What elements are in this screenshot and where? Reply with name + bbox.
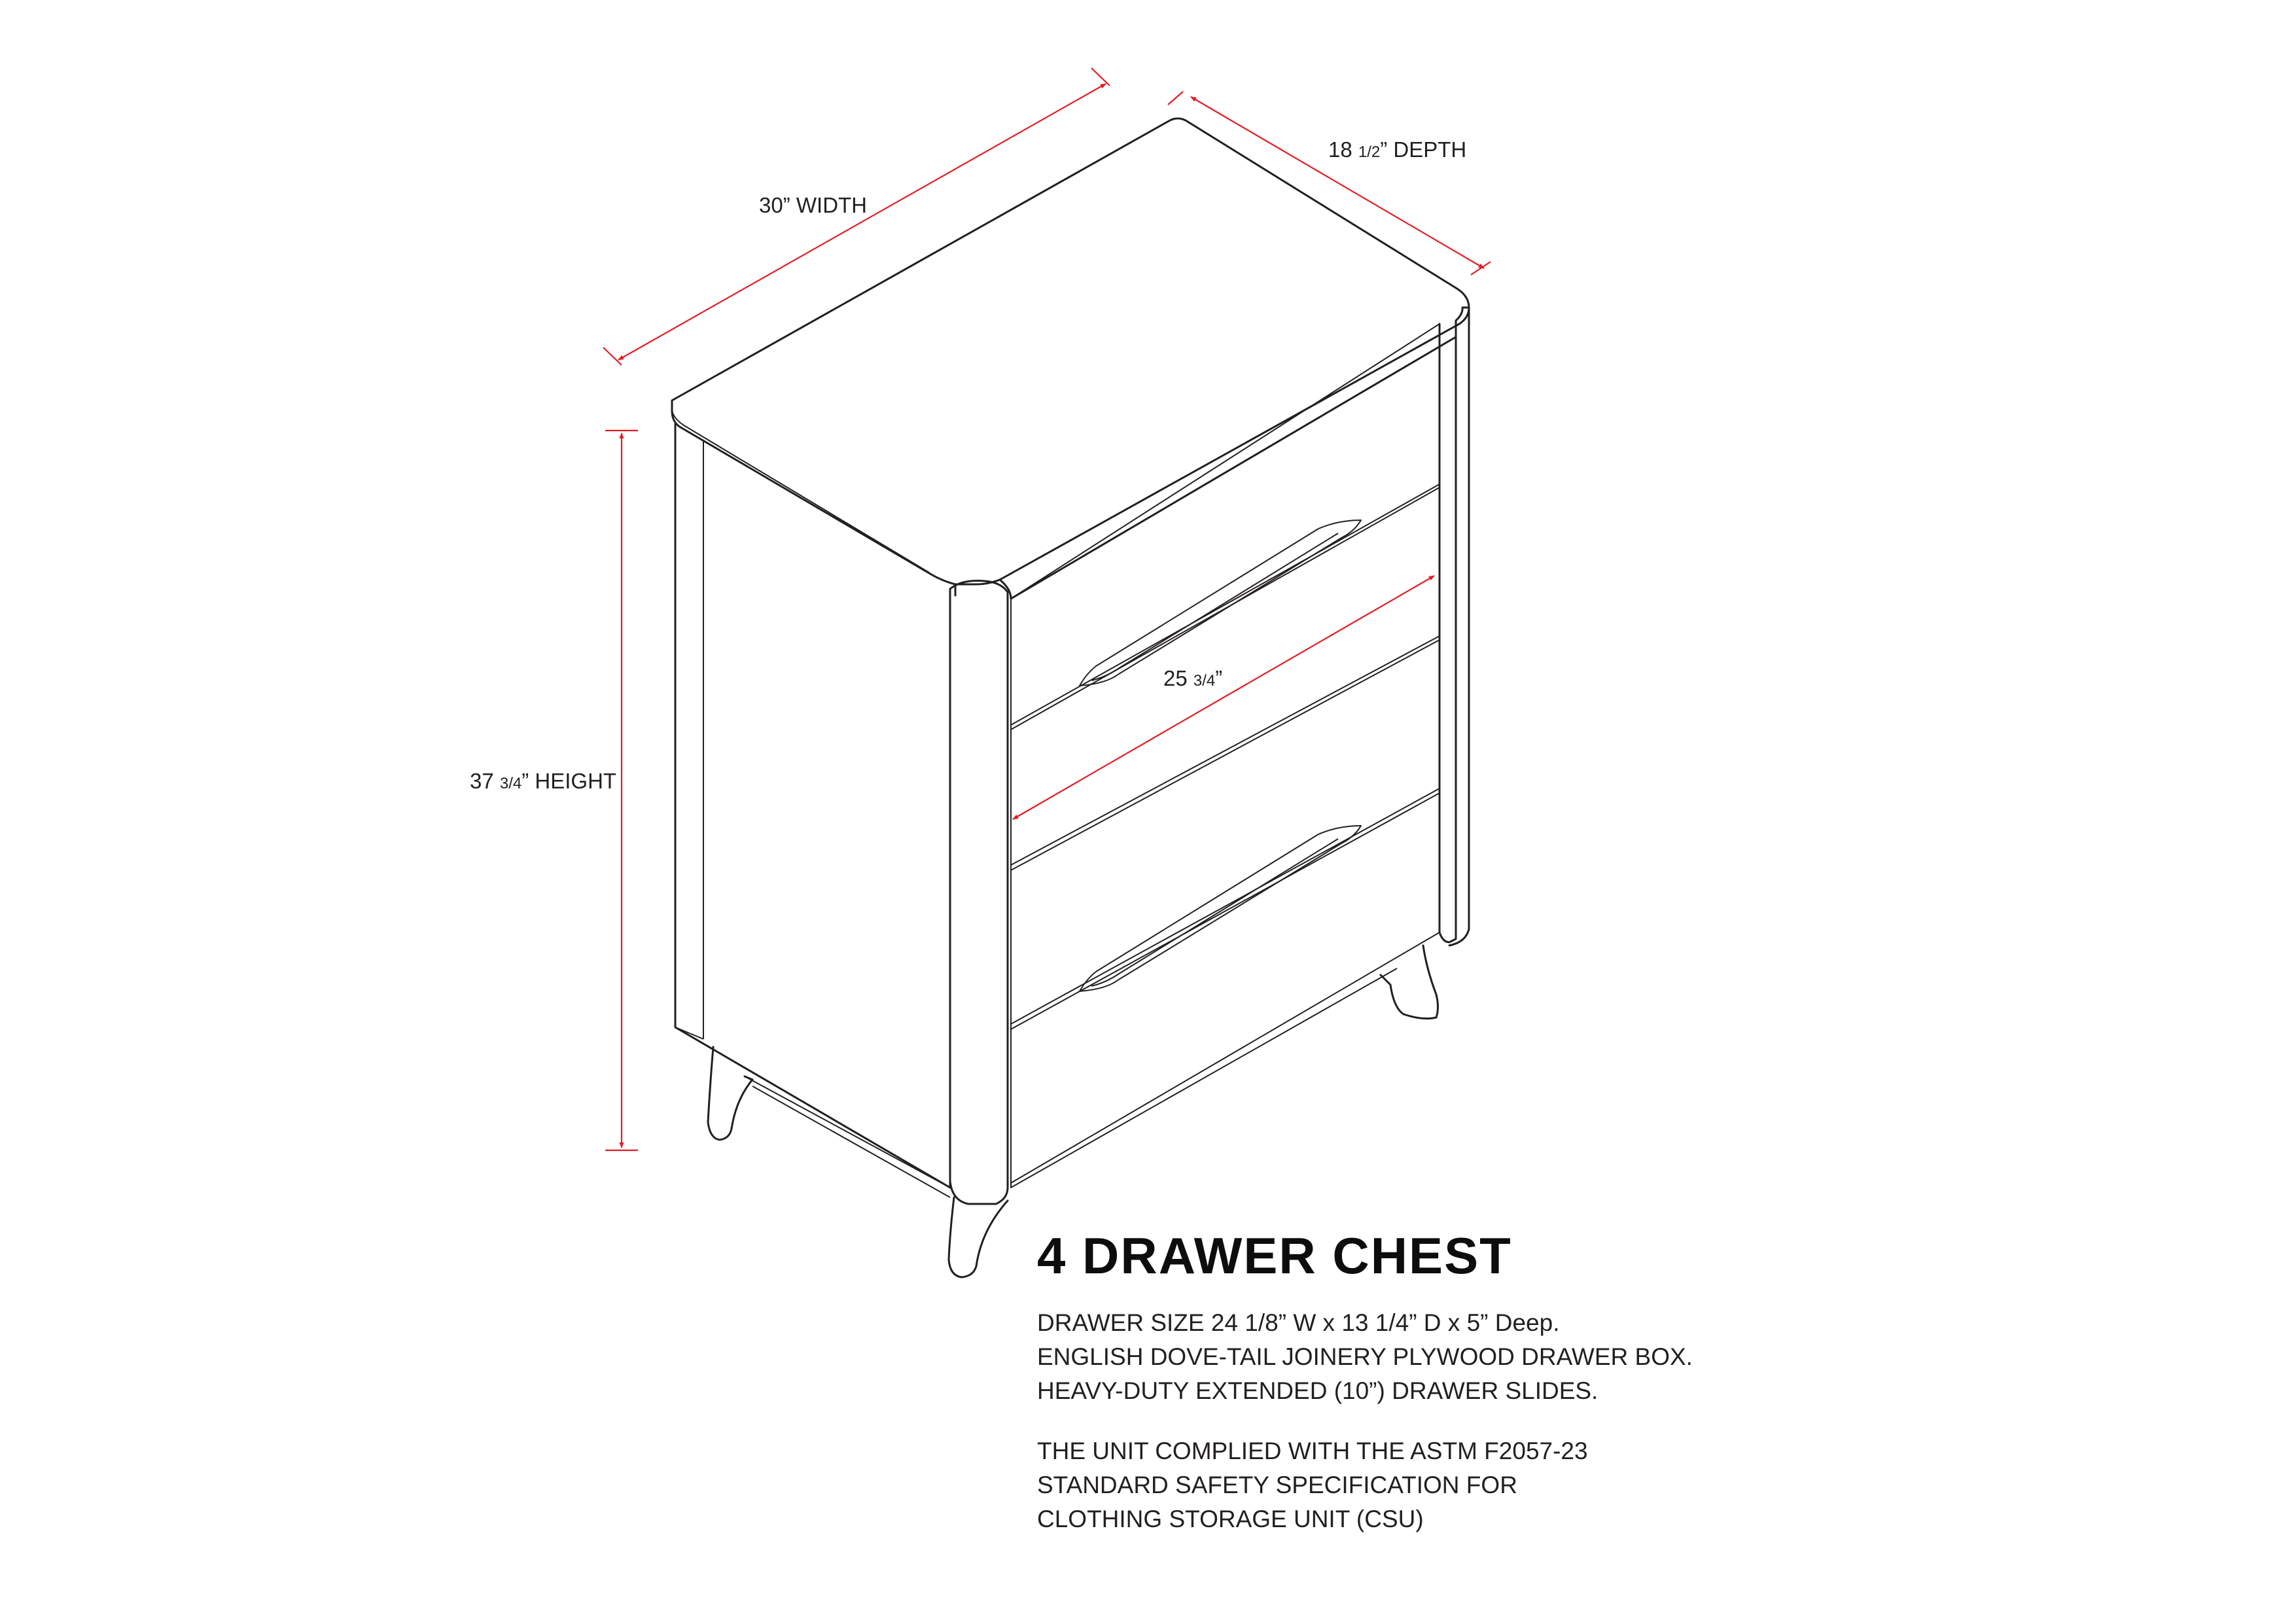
compliance-line: THE UNIT COMPLIED WITH THE ASTM F2057-23 — [1037, 1438, 1588, 1464]
drawer-pull-top — [1080, 520, 1361, 686]
compliance-line: STANDARD SAFETY SPECIFICATION FOR — [1037, 1472, 1517, 1498]
chest-top — [672, 118, 1469, 584]
depth-dimension — [1168, 92, 1491, 275]
product-title: 4 DRAWER CHEST — [1037, 1227, 1512, 1284]
chest-outline — [672, 118, 1469, 1277]
width-label: 30” WIDTH — [759, 193, 868, 217]
leg-back-left — [708, 1047, 752, 1140]
drawer-front-label: 25 3/4” — [1163, 666, 1223, 690]
drawer-fronts — [1011, 324, 1439, 1183]
spec-line: HEAVY-DUTY EXTENDED (10”) DRAWER SLIDES. — [1037, 1377, 1598, 1404]
width-dimension — [603, 68, 1110, 365]
drawer-front-dimension — [1013, 576, 1434, 819]
leg-front-left — [949, 1197, 1008, 1277]
front-left-post — [950, 581, 1008, 1205]
compliance-line: CLOTHING STORAGE UNIT (CSU) — [1037, 1506, 1424, 1532]
height-dimension — [470, 431, 638, 1150]
drawer-3 — [1011, 640, 1439, 1024]
spec-line: ENGLISH DOVE-TAIL JOINERY PLYWOOD DRAWER BOX. — [1037, 1343, 1693, 1370]
depth-label: 18 1/2” DEPTH — [1328, 137, 1467, 162]
front-right-post — [1439, 308, 1469, 945]
spec-line: DRAWER SIZE 24 1/8” W x 13 1/4” D x 5” Deep. — [1037, 1309, 1560, 1336]
leg-right — [1381, 945, 1438, 1019]
title-block — [1037, 1227, 1888, 1562]
drawer-2 — [1011, 487, 1439, 865]
left-side-panel — [675, 424, 950, 1188]
spec-list — [1037, 1306, 1888, 1408]
compliance-note — [1037, 1434, 1888, 1536]
height-label: 37 3/4” HEIGHT — [470, 769, 617, 793]
